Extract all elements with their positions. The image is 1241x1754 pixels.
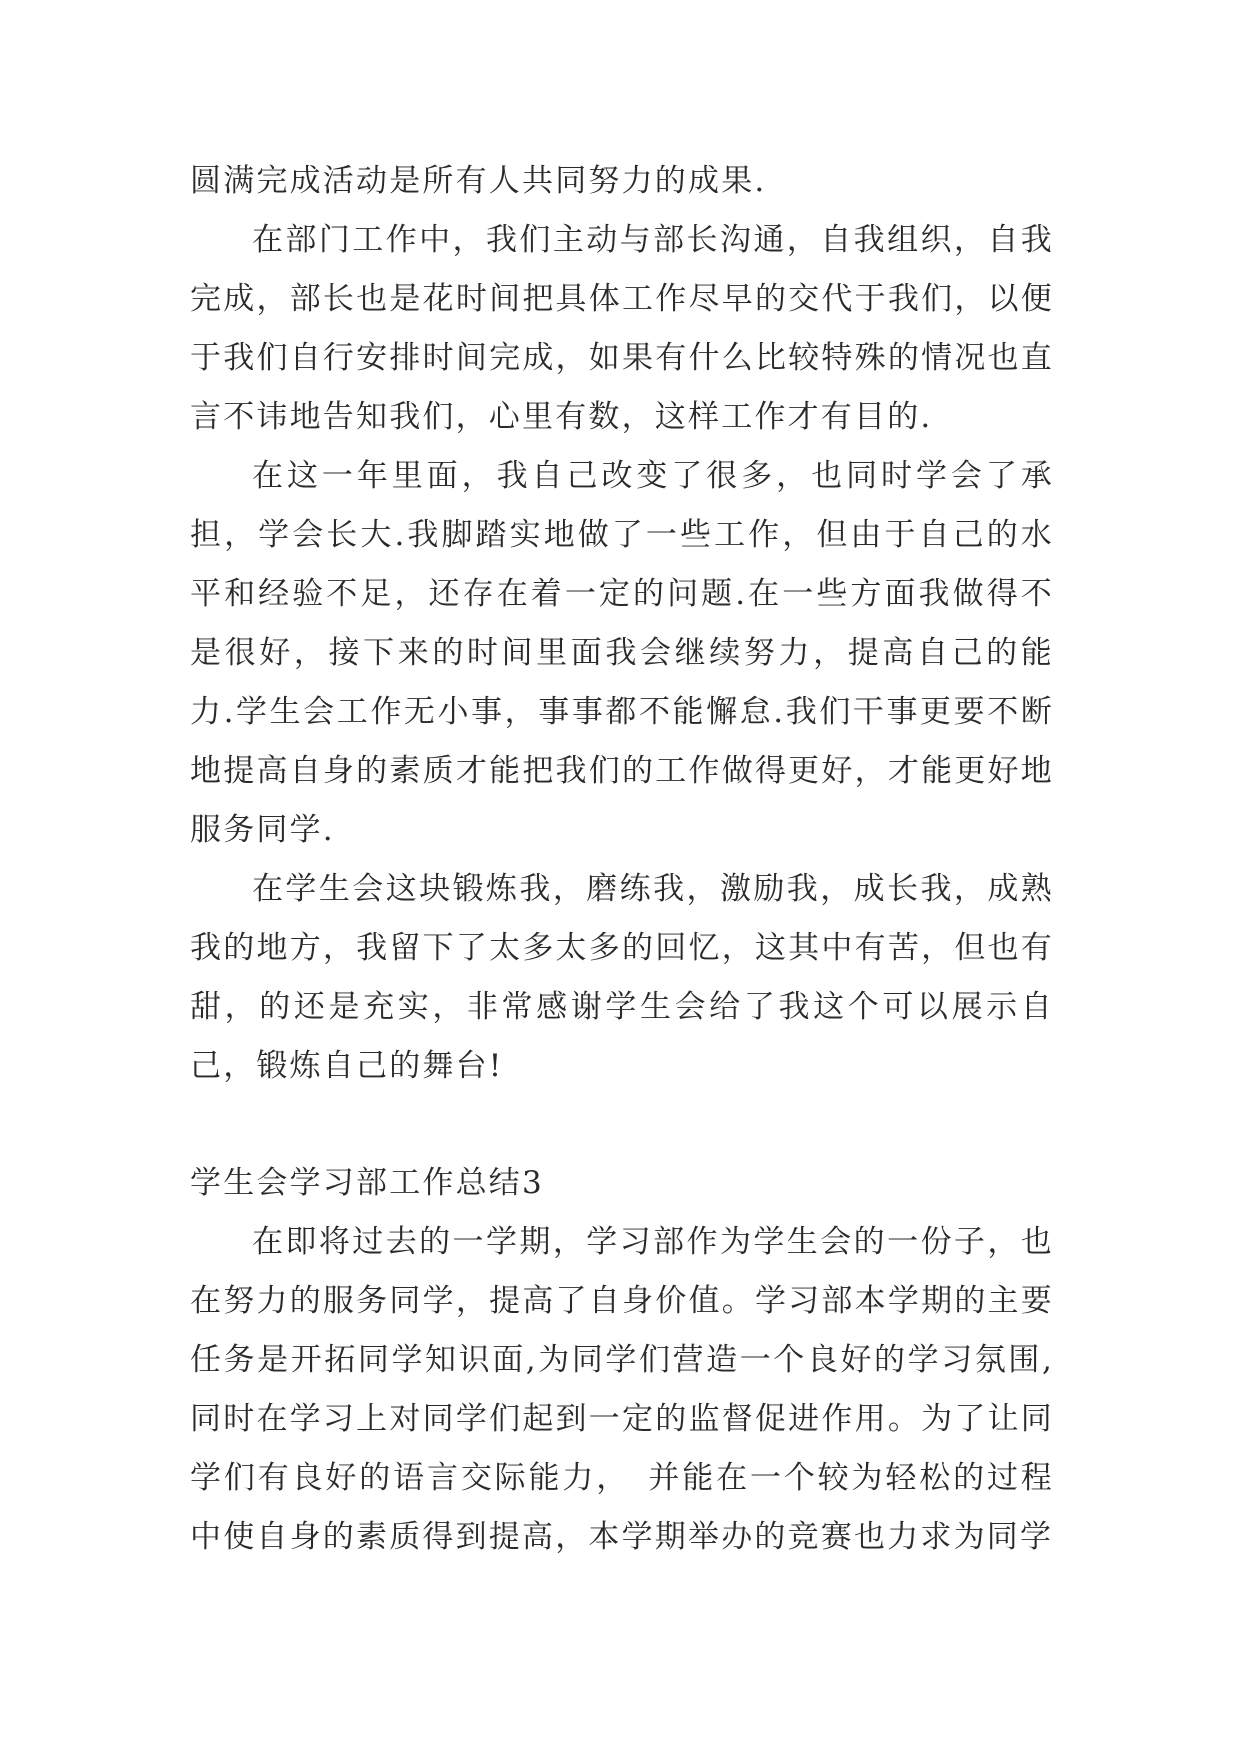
paragraph-gratitude: 在学生会这块锻炼我，磨练我，激励我，成长我，成熟我的地方，我留下了太多太多的回忆，这其中有苦，但也有甜，的还是充实，非常感谢学生会给了我这个可以展示自己，锻炼自己的舞台! xyxy=(190,871,1054,1084)
paragraph-year-reflection: 在这一年里面，我自己改变了很多，也同时学会了承担，学会长大.我脚踏实地做了一些工作，但由于自己的水平和经验不足，还存在着一定的问题.在一些方面我做得不是很好，接下来的时间里面我会继续努力，提高自己的能力.学生会工作无小事，事事都不能懈怠.我们干事更要不断地提高自身的素质才能把我们的工作做得更好，才能更好地服务同学. xyxy=(190,458,1054,848)
paragraph-department-work: 在部门工作中，我们主动与部长沟通，自我组织，自我完成，部长也是花时间把具体工作尽早的交代于我们，以便于我们自行安排时间完成，如果有什么比较特殊的情况也直言不讳地告知我们，心里有数，这样工作才有目的. xyxy=(190,222,1054,435)
document-body xyxy=(190,152,1054,1567)
paragraph-continuation: 圆满完成活动是所有人共同努力的成果. xyxy=(190,163,767,199)
paragraph-semester-summary: 在即将过去的一学期，学习部作为学生会的一份子，也在努力的服务同学，提高了自身价值。学习部本学期的主要任务是开拓同学知识面,为同学们营造一个良好的学习氛围,同时在学习上对同学们起到一定的监督促进作用。为了让同学们有良好的语言交际能力， 并能在一个较为轻松的过程中使自身的素质得到提高，本学期举办的竞赛也力求为同学 xyxy=(190,1224,1054,1555)
section-heading: 学生会学习部工作总结3 xyxy=(190,1165,544,1201)
